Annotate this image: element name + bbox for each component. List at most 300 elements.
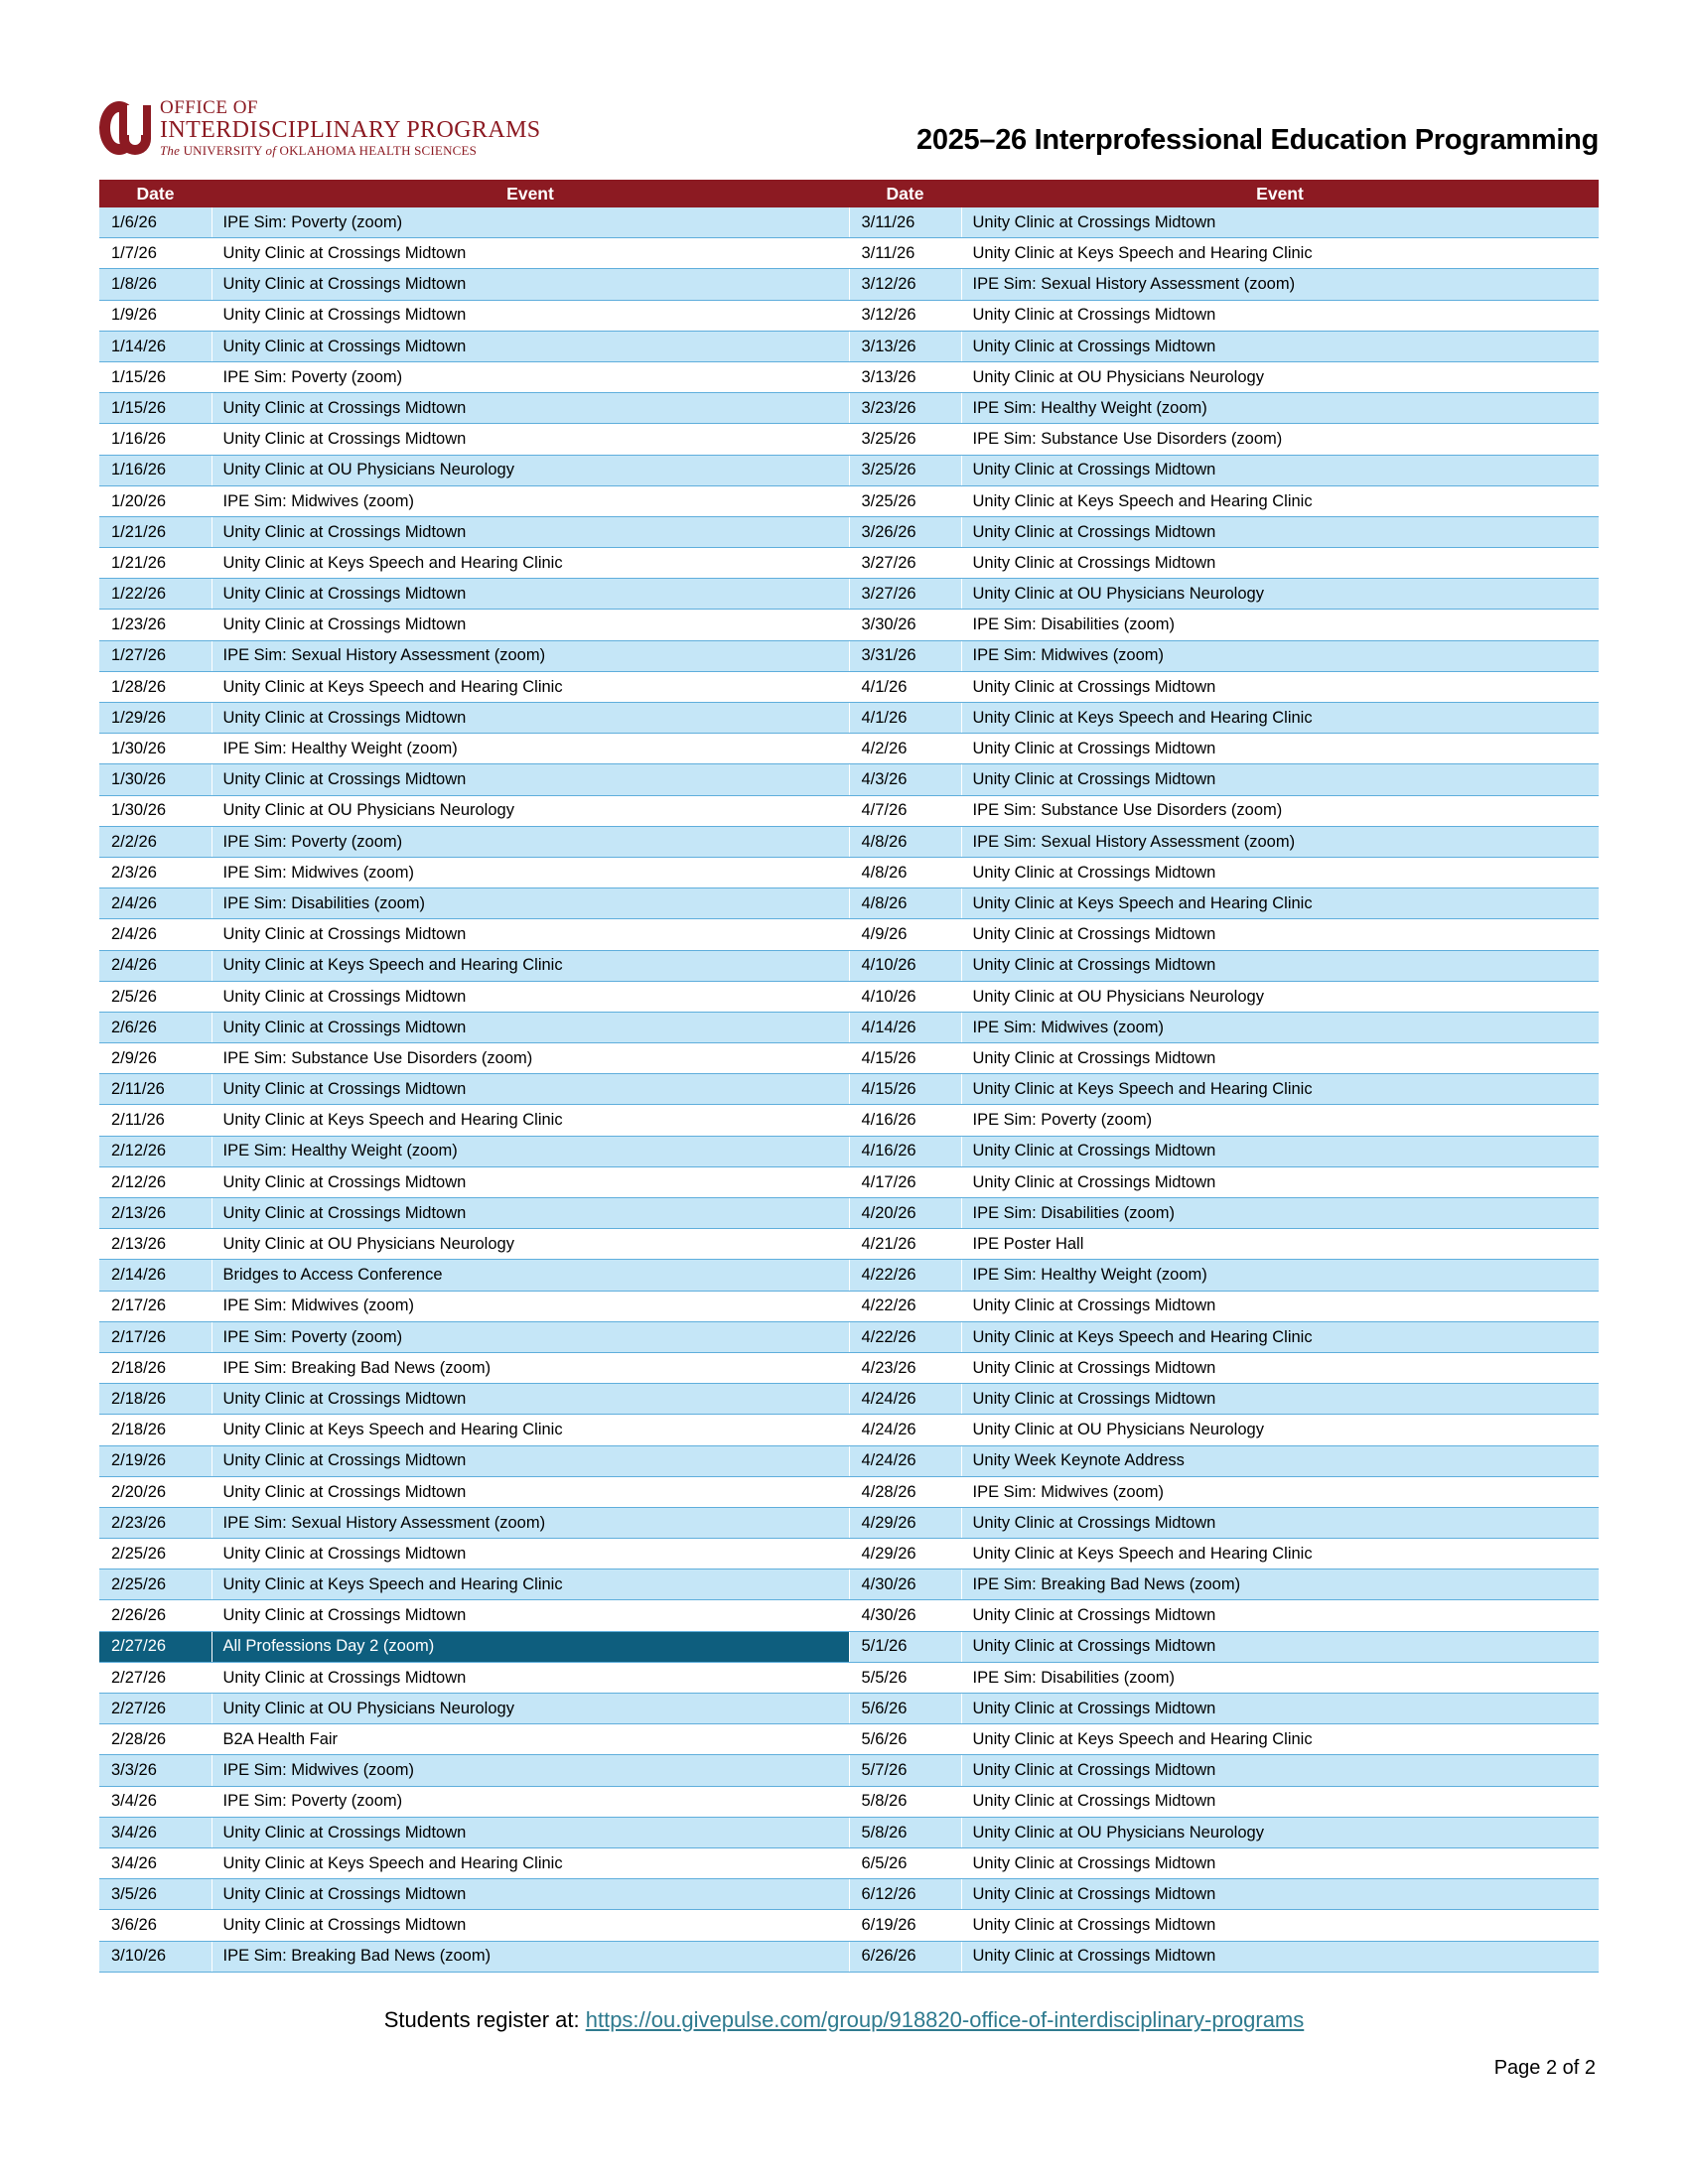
cell-date-left: 2/28/26	[99, 1724, 211, 1755]
cell-event-right: IPE Sim: Midwives (zoom)	[961, 640, 1599, 671]
cell-event-left: Unity Clinic at Crossings Midtown	[211, 579, 849, 610]
cell-event-left: Bridges to Access Conference	[211, 1260, 849, 1291]
table-row	[99, 1166, 1599, 1197]
cell-event-left: Unity Clinic at Crossings Midtown	[211, 1198, 849, 1229]
cell-date-left: 1/6/26	[99, 207, 211, 238]
cell-date-left: 2/4/26	[99, 888, 211, 919]
cell-date-right: 4/29/26	[849, 1507, 961, 1538]
cell-event-left: IPE Sim: Healthy Weight (zoom)	[211, 1136, 849, 1166]
cell-event-right: IPE Poster Hall	[961, 1229, 1599, 1260]
cell-date-right: 4/9/26	[849, 919, 961, 950]
table-row	[99, 393, 1599, 424]
cell-event-right: Unity Clinic at Crossings Midtown	[961, 1755, 1599, 1786]
cell-date-right: 4/29/26	[849, 1539, 961, 1570]
page-header	[99, 87, 1599, 159]
table-row	[99, 361, 1599, 392]
cell-date-left: 1/21/26	[99, 516, 211, 547]
cell-event-right: Unity Clinic at Crossings Midtown	[961, 950, 1599, 981]
cell-date-left: 2/27/26	[99, 1662, 211, 1693]
cell-date-right: 5/5/26	[849, 1662, 961, 1693]
cell-date-left: 2/25/26	[99, 1570, 211, 1600]
table-row	[99, 1352, 1599, 1383]
table-row	[99, 1291, 1599, 1321]
cell-date-right: 4/30/26	[849, 1600, 961, 1631]
table-row	[99, 1910, 1599, 1941]
cell-date-right: 4/24/26	[849, 1415, 961, 1445]
cell-event-right: Unity Clinic at Crossings Midtown	[961, 455, 1599, 485]
cell-date-right: 4/14/26	[849, 1012, 961, 1042]
cell-date-left: 2/20/26	[99, 1476, 211, 1507]
logo-of: of	[265, 143, 277, 158]
cell-event-right: IPE Sim: Sexual History Assessment (zoom)	[961, 826, 1599, 857]
table-row	[99, 795, 1599, 826]
table-row	[99, 1662, 1599, 1693]
table-row	[99, 1476, 1599, 1507]
cell-event-right: Unity Clinic at OU Physicians Neurology	[961, 981, 1599, 1012]
cell-date-left: 1/20/26	[99, 485, 211, 516]
cell-date-right: 6/19/26	[849, 1910, 961, 1941]
table-row	[99, 1043, 1599, 1074]
cell-event-left: IPE Sim: Sexual History Assessment (zoom)	[211, 640, 849, 671]
cell-event-left: IPE Sim: Healthy Weight (zoom)	[211, 734, 849, 764]
column-header-date-left: Date	[99, 180, 211, 207]
page-title: 2025–26 Interprofessional Education Programming	[916, 124, 1599, 156]
cell-date-left: 2/12/26	[99, 1136, 211, 1166]
cell-event-left: Unity Clinic at Crossings Midtown	[211, 1384, 849, 1415]
cell-date-right: 4/17/26	[849, 1166, 961, 1197]
cell-date-right: 5/8/26	[849, 1817, 961, 1847]
cell-date-left: 1/16/26	[99, 424, 211, 455]
cell-date-left: 1/22/26	[99, 579, 211, 610]
column-header-event-left: Event	[211, 180, 849, 207]
cell-event-left: Unity Clinic at Crossings Midtown	[211, 238, 849, 269]
cell-date-right: 3/23/26	[849, 393, 961, 424]
cell-event-left: Unity Clinic at Keys Speech and Hearing Clinic	[211, 548, 849, 579]
cell-date-right: 4/21/26	[849, 1229, 961, 1260]
cell-event-left: IPE Sim: Midwives (zoom)	[211, 857, 849, 887]
table-row	[99, 1631, 1599, 1662]
cell-date-right: 4/24/26	[849, 1384, 961, 1415]
cell-date-left: 1/15/26	[99, 361, 211, 392]
cell-event-left: Unity Clinic at Crossings Midtown	[211, 919, 849, 950]
cell-event-right: Unity Clinic at Crossings Midtown	[961, 919, 1599, 950]
cell-date-left: 2/17/26	[99, 1291, 211, 1321]
cell-date-right: 3/27/26	[849, 579, 961, 610]
cell-date-right: 5/8/26	[849, 1786, 961, 1817]
cell-date-left: 1/29/26	[99, 703, 211, 734]
table-body	[99, 207, 1599, 1972]
cell-date-left: 3/6/26	[99, 1910, 211, 1941]
cell-event-right: Unity Clinic at Keys Speech and Hearing Clinic	[961, 888, 1599, 919]
cell-date-right: 3/25/26	[849, 455, 961, 485]
cell-date-right: 4/22/26	[849, 1321, 961, 1352]
cell-date-left: 2/17/26	[99, 1321, 211, 1352]
cell-date-left: 1/8/26	[99, 269, 211, 300]
cell-date-left: 3/4/26	[99, 1817, 211, 1847]
cell-date-right: 3/27/26	[849, 548, 961, 579]
cell-date-left: 2/14/26	[99, 1260, 211, 1291]
cell-event-right: Unity Clinic at Crossings Midtown	[961, 764, 1599, 795]
cell-date-left: 3/5/26	[99, 1879, 211, 1910]
table-row	[99, 764, 1599, 795]
cell-date-right: 6/5/26	[849, 1847, 961, 1878]
cell-date-right: 6/12/26	[849, 1879, 961, 1910]
cell-date-left: 2/19/26	[99, 1445, 211, 1476]
cell-date-left: 2/11/26	[99, 1074, 211, 1105]
cell-event-left: Unity Clinic at Keys Speech and Hearing Clinic	[211, 671, 849, 702]
table-row	[99, 640, 1599, 671]
table-row	[99, 826, 1599, 857]
cell-date-left: 3/3/26	[99, 1755, 211, 1786]
cell-date-left: 2/27/26	[99, 1631, 211, 1662]
cell-event-left: Unity Clinic at Crossings Midtown	[211, 1879, 849, 1910]
cell-event-right: IPE Sim: Disabilities (zoom)	[961, 1198, 1599, 1229]
cell-event-right: Unity Clinic at Crossings Midtown	[961, 1043, 1599, 1074]
cell-event-left: Unity Clinic at Crossings Midtown	[211, 331, 849, 361]
cell-event-left: Unity Clinic at Crossings Midtown	[211, 703, 849, 734]
cell-event-left: Unity Clinic at Crossings Midtown	[211, 981, 849, 1012]
logo-line-university	[160, 144, 541, 157]
cell-event-right: Unity Clinic at OU Physicians Neurology	[961, 361, 1599, 392]
cell-event-left: Unity Clinic at Crossings Midtown	[211, 1817, 849, 1847]
cell-event-right: Unity Clinic at Crossings Midtown	[961, 1600, 1599, 1631]
cell-date-left: 2/3/26	[99, 857, 211, 887]
cell-event-left: IPE Sim: Midwives (zoom)	[211, 1755, 849, 1786]
cell-event-right: Unity Week Keynote Address	[961, 1445, 1599, 1476]
cell-event-right: Unity Clinic at Keys Speech and Hearing Clinic	[961, 485, 1599, 516]
cell-event-left: Unity Clinic at Crossings Midtown	[211, 1445, 849, 1476]
cell-event-left: Unity Clinic at Keys Speech and Hearing Clinic	[211, 1415, 849, 1445]
cell-date-left: 1/30/26	[99, 734, 211, 764]
cell-event-right: Unity Clinic at Keys Speech and Hearing Clinic	[961, 1074, 1599, 1105]
table-row	[99, 1879, 1599, 1910]
cell-event-right: Unity Clinic at Crossings Midtown	[961, 1847, 1599, 1878]
cell-event-left: Unity Clinic at Crossings Midtown	[211, 1476, 849, 1507]
cell-event-right: Unity Clinic at Crossings Midtown	[961, 207, 1599, 238]
cell-event-right: IPE Sim: Substance Use Disorders (zoom)	[961, 795, 1599, 826]
table-row	[99, 610, 1599, 640]
cell-event-right: Unity Clinic at Crossings Midtown	[961, 1352, 1599, 1383]
cell-event-right: IPE Sim: Midwives (zoom)	[961, 1012, 1599, 1042]
cell-event-right: IPE Sim: Sexual History Assessment (zoom)	[961, 269, 1599, 300]
logo-the: The	[160, 143, 181, 158]
register-footer	[0, 2007, 1688, 2033]
table-row	[99, 919, 1599, 950]
cell-event-left: Unity Clinic at Crossings Midtown	[211, 269, 849, 300]
logo-line-office-of: OFFICE OF	[160, 97, 258, 118]
cell-event-left: Unity Clinic at Crossings Midtown	[211, 516, 849, 547]
cell-date-left: 1/14/26	[99, 331, 211, 361]
cell-date-left: 3/10/26	[99, 1941, 211, 1972]
table-row	[99, 1694, 1599, 1724]
cell-date-right: 3/26/26	[849, 516, 961, 547]
cell-date-left: 3/4/26	[99, 1786, 211, 1817]
page-number: Page 2 of 2	[1493, 2057, 1596, 2079]
cell-date-left: 1/9/26	[99, 300, 211, 331]
cell-event-left: IPE Sim: Poverty (zoom)	[211, 1321, 849, 1352]
logo-line-interdisciplinary-programs: INTERDISCIPLINARY PROGRAMS	[160, 117, 541, 143]
table-row	[99, 1074, 1599, 1105]
cell-event-right: Unity Clinic at Crossings Midtown	[961, 1507, 1599, 1538]
logo-university: UNIVERSITY	[183, 143, 263, 158]
table-row	[99, 888, 1599, 919]
logo-oklahoma-health-sciences: OKLAHOMA HEALTH SCIENCES	[279, 143, 478, 158]
cell-event-left: IPE Sim: Sexual History Assessment (zoom)	[211, 1507, 849, 1538]
cell-event-right: Unity Clinic at Crossings Midtown	[961, 1166, 1599, 1197]
cell-date-left: 2/5/26	[99, 981, 211, 1012]
cell-event-left: Unity Clinic at Crossings Midtown	[211, 424, 849, 455]
cell-date-left: 1/30/26	[99, 795, 211, 826]
cell-event-right: Unity Clinic at OU Physicians Neurology	[961, 579, 1599, 610]
cell-date-left: 2/18/26	[99, 1415, 211, 1445]
table-row	[99, 857, 1599, 887]
cell-event-left: Unity Clinic at Crossings Midtown	[211, 1910, 849, 1941]
cell-event-left: IPE Sim: Midwives (zoom)	[211, 1291, 849, 1321]
cell-event-left: Unity Clinic at Crossings Midtown	[211, 1600, 849, 1631]
programming-schedule-table	[99, 180, 1599, 1973]
cell-date-right: 4/22/26	[849, 1260, 961, 1291]
cell-event-left: Unity Clinic at Crossings Midtown	[211, 1166, 849, 1197]
table-row	[99, 1786, 1599, 1817]
cell-event-right: IPE Sim: Healthy Weight (zoom)	[961, 1260, 1599, 1291]
cell-event-left: Unity Clinic at Keys Speech and Hearing Clinic	[211, 1570, 849, 1600]
cell-date-left: 1/30/26	[99, 764, 211, 795]
table-row	[99, 331, 1599, 361]
table-row	[99, 1445, 1599, 1476]
table-row	[99, 1321, 1599, 1352]
cell-event-right: Unity Clinic at Crossings Midtown	[961, 548, 1599, 579]
cell-date-right: 5/1/26	[849, 1631, 961, 1662]
cell-date-left: 2/18/26	[99, 1352, 211, 1383]
cell-date-right: 4/24/26	[849, 1445, 961, 1476]
table-row	[99, 1539, 1599, 1570]
cell-event-right: IPE Sim: Healthy Weight (zoom)	[961, 393, 1599, 424]
cell-date-right: 4/1/26	[849, 703, 961, 734]
cell-event-left: Unity Clinic at Crossings Midtown	[211, 610, 849, 640]
cell-event-left: Unity Clinic at Crossings Midtown	[211, 393, 849, 424]
cell-date-left: 1/21/26	[99, 548, 211, 579]
cell-event-right: Unity Clinic at Keys Speech and Hearing Clinic	[961, 238, 1599, 269]
cell-event-right: IPE Sim: Substance Use Disorders (zoom)	[961, 424, 1599, 455]
table-row	[99, 1600, 1599, 1631]
cell-date-right: 3/13/26	[849, 331, 961, 361]
ou-office-logo	[99, 98, 541, 157]
table-row	[99, 1136, 1599, 1166]
table-header	[99, 180, 1599, 207]
cell-event-right: Unity Clinic at Crossings Midtown	[961, 1879, 1599, 1910]
table-row	[99, 1507, 1599, 1538]
table-row	[99, 455, 1599, 485]
cell-event-left: Unity Clinic at Crossings Midtown	[211, 300, 849, 331]
table-header-row	[99, 180, 1599, 207]
cell-date-right: 3/12/26	[849, 269, 961, 300]
cell-event-left: All Professions Day 2 (zoom)	[211, 1631, 849, 1662]
cell-date-left: 1/15/26	[99, 393, 211, 424]
cell-date-left: 1/7/26	[99, 238, 211, 269]
table-row	[99, 950, 1599, 981]
cell-event-right: Unity Clinic at Crossings Midtown	[961, 734, 1599, 764]
cell-date-right: 5/7/26	[849, 1755, 961, 1786]
cell-date-right: 3/25/26	[849, 424, 961, 455]
cell-event-right: Unity Clinic at Crossings Midtown	[961, 516, 1599, 547]
cell-date-left: 2/11/26	[99, 1105, 211, 1136]
cell-date-right: 4/8/26	[849, 826, 961, 857]
cell-event-left: IPE Sim: Breaking Bad News (zoom)	[211, 1352, 849, 1383]
cell-event-right: Unity Clinic at Crossings Midtown	[961, 1941, 1599, 1972]
cell-event-right: IPE Sim: Disabilities (zoom)	[961, 610, 1599, 640]
cell-date-right: 4/15/26	[849, 1074, 961, 1105]
cell-date-right: 3/31/26	[849, 640, 961, 671]
cell-event-right: Unity Clinic at Crossings Midtown	[961, 1786, 1599, 1817]
cell-event-left: IPE Sim: Poverty (zoom)	[211, 1786, 849, 1817]
table-row	[99, 516, 1599, 547]
cell-event-right: Unity Clinic at Crossings Midtown	[961, 1291, 1599, 1321]
cell-event-right: Unity Clinic at Crossings Midtown	[961, 1136, 1599, 1166]
table-row	[99, 548, 1599, 579]
cell-date-left: 2/12/26	[99, 1166, 211, 1197]
cell-date-right: 3/13/26	[849, 361, 961, 392]
cell-event-left: B2A Health Fair	[211, 1724, 849, 1755]
table-row	[99, 424, 1599, 455]
cell-event-left: Unity Clinic at OU Physicians Neurology	[211, 1229, 849, 1260]
cell-date-left: 2/4/26	[99, 950, 211, 981]
cell-date-left: 1/16/26	[99, 455, 211, 485]
cell-date-left: 2/13/26	[99, 1198, 211, 1229]
cell-date-right: 4/28/26	[849, 1476, 961, 1507]
cell-date-right: 6/26/26	[849, 1941, 961, 1972]
cell-event-right: IPE Sim: Disabilities (zoom)	[961, 1662, 1599, 1693]
cell-date-left: 1/28/26	[99, 671, 211, 702]
cell-date-right: 4/20/26	[849, 1198, 961, 1229]
table-row	[99, 703, 1599, 734]
cell-event-left: Unity Clinic at OU Physicians Neurology	[211, 795, 849, 826]
table-row	[99, 207, 1599, 238]
cell-date-right: 4/22/26	[849, 1291, 961, 1321]
cell-date-left: 2/26/26	[99, 1600, 211, 1631]
column-header-event-right: Event	[961, 180, 1599, 207]
cell-date-right: 3/25/26	[849, 485, 961, 516]
cell-date-right: 4/8/26	[849, 888, 961, 919]
table-row	[99, 671, 1599, 702]
table-row	[99, 1941, 1599, 1972]
cell-event-right: Unity Clinic at Crossings Midtown	[961, 1384, 1599, 1415]
register-label: Students register at:	[383, 2007, 586, 2032]
cell-event-left: Unity Clinic at Crossings Midtown	[211, 1012, 849, 1042]
cell-date-left: 2/25/26	[99, 1539, 211, 1570]
cell-date-right: 4/1/26	[849, 671, 961, 702]
cell-date-right: 5/6/26	[849, 1694, 961, 1724]
cell-event-right: IPE Sim: Poverty (zoom)	[961, 1105, 1599, 1136]
table-row	[99, 981, 1599, 1012]
cell-event-right: Unity Clinic at Keys Speech and Hearing Clinic	[961, 1321, 1599, 1352]
cell-date-left: 1/23/26	[99, 610, 211, 640]
cell-event-left: Unity Clinic at Crossings Midtown	[211, 1539, 849, 1570]
cell-date-right: 4/10/26	[849, 981, 961, 1012]
table-row	[99, 1105, 1599, 1136]
cell-event-right: Unity Clinic at Crossings Midtown	[961, 857, 1599, 887]
cell-date-left: 2/13/26	[99, 1229, 211, 1260]
cell-date-right: 3/12/26	[849, 300, 961, 331]
cell-event-right: IPE Sim: Midwives (zoom)	[961, 1476, 1599, 1507]
cell-date-left: 2/6/26	[99, 1012, 211, 1042]
cell-event-right: Unity Clinic at Keys Speech and Hearing Clinic	[961, 703, 1599, 734]
table-row	[99, 1384, 1599, 1415]
table-row	[99, 1260, 1599, 1291]
table-row	[99, 1847, 1599, 1878]
cell-date-left: 2/2/26	[99, 826, 211, 857]
cell-event-left: Unity Clinic at Keys Speech and Hearing Clinic	[211, 1105, 849, 1136]
table-row	[99, 579, 1599, 610]
cell-date-left: 1/27/26	[99, 640, 211, 671]
table-row	[99, 269, 1599, 300]
table-row	[99, 485, 1599, 516]
cell-event-right: Unity Clinic at Keys Speech and Hearing Clinic	[961, 1724, 1599, 1755]
cell-event-right: Unity Clinic at Crossings Midtown	[961, 331, 1599, 361]
cell-event-left: IPE Sim: Substance Use Disorders (zoom)	[211, 1043, 849, 1074]
cell-date-right: 4/10/26	[849, 950, 961, 981]
cell-date-right: 4/15/26	[849, 1043, 961, 1074]
cell-event-left: Unity Clinic at Keys Speech and Hearing Clinic	[211, 1847, 849, 1878]
cell-date-right: 4/16/26	[849, 1105, 961, 1136]
table-row	[99, 1724, 1599, 1755]
cell-date-right: 3/11/26	[849, 238, 961, 269]
cell-event-left: IPE Sim: Poverty (zoom)	[211, 207, 849, 238]
cell-event-right: Unity Clinic at Crossings Midtown	[961, 300, 1599, 331]
cell-event-left: Unity Clinic at OU Physicians Neurology	[211, 1694, 849, 1724]
table-row	[99, 734, 1599, 764]
cell-event-left: IPE Sim: Breaking Bad News (zoom)	[211, 1941, 849, 1972]
table-row	[99, 1817, 1599, 1847]
column-header-date-right: Date	[849, 180, 961, 207]
cell-event-right: Unity Clinic at OU Physicians Neurology	[961, 1817, 1599, 1847]
cell-date-left: 2/4/26	[99, 919, 211, 950]
table-row	[99, 300, 1599, 331]
logo-wordmark	[160, 98, 541, 157]
ou-monogram-icon	[99, 101, 151, 155]
cell-event-right: Unity Clinic at Crossings Midtown	[961, 1910, 1599, 1941]
table-row	[99, 1198, 1599, 1229]
cell-event-right: Unity Clinic at Crossings Midtown	[961, 1694, 1599, 1724]
cell-date-right: 4/8/26	[849, 857, 961, 887]
cell-date-right: 4/7/26	[849, 795, 961, 826]
table-row	[99, 238, 1599, 269]
cell-date-right: 4/23/26	[849, 1352, 961, 1383]
table-row	[99, 1415, 1599, 1445]
table-row	[99, 1570, 1599, 1600]
cell-event-left: IPE Sim: Poverty (zoom)	[211, 826, 849, 857]
cell-event-left: Unity Clinic at OU Physicians Neurology	[211, 455, 849, 485]
cell-date-right: 4/2/26	[849, 734, 961, 764]
cell-date-left: 3/4/26	[99, 1847, 211, 1878]
cell-event-left: Unity Clinic at Crossings Midtown	[211, 1074, 849, 1105]
cell-date-right: 3/30/26	[849, 610, 961, 640]
cell-event-right: Unity Clinic at Crossings Midtown	[961, 671, 1599, 702]
cell-event-left: Unity Clinic at Crossings Midtown	[211, 1662, 849, 1693]
cell-date-right: 5/6/26	[849, 1724, 961, 1755]
register-link[interactable]: https://ou.givepulse.com/group/918820-office-of-interdisciplinary-programs	[585, 2007, 1305, 2032]
cell-event-right: IPE Sim: Breaking Bad News (zoom)	[961, 1570, 1599, 1600]
cell-event-left: Unity Clinic at Keys Speech and Hearing Clinic	[211, 950, 849, 981]
cell-date-left: 2/27/26	[99, 1694, 211, 1724]
cell-event-left: IPE Sim: Disabilities (zoom)	[211, 888, 849, 919]
cell-event-left: IPE Sim: Midwives (zoom)	[211, 485, 849, 516]
cell-date-right: 4/30/26	[849, 1570, 961, 1600]
cell-date-right: 4/16/26	[849, 1136, 961, 1166]
table-row	[99, 1012, 1599, 1042]
cell-date-left: 2/23/26	[99, 1507, 211, 1538]
cell-event-right: Unity Clinic at Keys Speech and Hearing Clinic	[961, 1539, 1599, 1570]
table-row	[99, 1229, 1599, 1260]
